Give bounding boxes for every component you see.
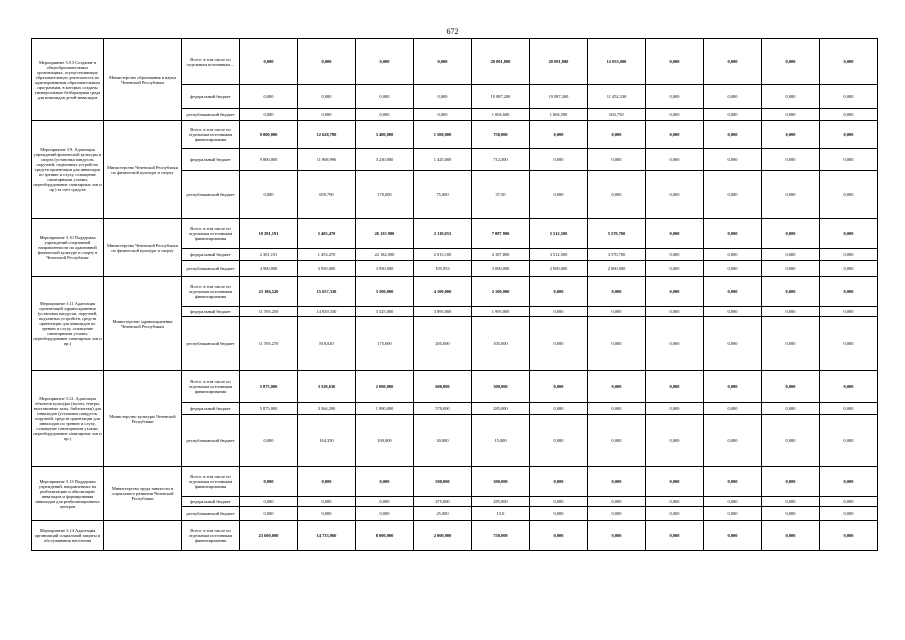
value-cell: 0,000 — [530, 149, 588, 171]
value-cell: 100,000 — [356, 415, 414, 467]
value-cell: 11 593,270 — [240, 317, 298, 371]
value-cell: 4 100,000 — [414, 277, 472, 307]
table-row — [32, 521, 878, 551]
value-cell: 0,000 — [704, 109, 762, 121]
value-cell: 1 500,000 — [414, 121, 472, 149]
funding-source-cell: Всего: в том числе по отдельным источникам финансирования — [182, 121, 240, 149]
value-cell: 5 570,700 — [588, 219, 646, 249]
table-row — [32, 371, 878, 403]
value-cell: 0,000 — [762, 121, 820, 149]
value-cell: 75,000 — [414, 171, 472, 219]
value-cell: 0,000 — [762, 109, 820, 121]
value-cell: 0,000 — [820, 467, 878, 497]
value-cell: 2 000,000 — [588, 261, 646, 277]
value-cell: 0,000 — [762, 39, 820, 85]
value-cell: 0,000 — [762, 403, 820, 415]
funding-source-cell: Всего: в том числе по отдельным источникам финансирования — [182, 467, 240, 497]
value-cell: 5 875,000 — [240, 371, 298, 403]
value-cell: 0,000 — [530, 507, 588, 521]
value-cell: 105,000 — [472, 317, 530, 371]
activity-name-cell: Мероприятие 3.9.5 Создание в общеобразовательных организациях, осуществляющих образовательную деятельность по адаптированным образовательным программам, в которых созданы универсальные безбарьерная среда для инвалидов детей-инвалидов — [32, 39, 104, 121]
value-cell: 3 500,000 — [356, 277, 414, 307]
value-cell: 5 512,500 — [530, 219, 588, 249]
value-cell: 0,000 — [820, 261, 878, 277]
value-cell: 0,000 — [240, 109, 298, 121]
value-cell: 10 291,191 — [240, 219, 298, 249]
value-cell: 0,000 — [588, 277, 646, 307]
value-cell: 0,000 — [646, 171, 704, 219]
value-cell: 0,000 — [704, 85, 762, 109]
value-cell: 205,000 — [414, 317, 472, 371]
value-cell: 0,000 — [240, 467, 298, 497]
executor-cell: Министерство Чеченской Республики по физической культуре и спорту — [104, 121, 182, 219]
value-cell: 0,000 — [530, 497, 588, 507]
value-cell: 0,000 — [530, 403, 588, 415]
value-cell: 285,000 — [472, 403, 530, 415]
executor-cell: Министерство здравоохранения Чеченской Республики — [104, 277, 182, 371]
value-cell: 1 004,600 — [472, 109, 530, 121]
value-cell: 0,000 — [646, 317, 704, 371]
value-cell: 0,000 — [704, 371, 762, 403]
value-cell: 0,000 — [414, 109, 472, 121]
value-cell: 0,000 — [704, 39, 762, 85]
value-cell: 602,750 — [588, 109, 646, 121]
value-cell: 8 000,000 — [356, 521, 414, 551]
value-cell: 0,000 — [762, 317, 820, 371]
value-cell: 0,000 — [704, 467, 762, 497]
value-cell: 0,000 — [240, 39, 298, 85]
value-cell: 3 570,700 — [588, 249, 646, 261]
funding-source-cell: Всего: в том числе по отдельным источникам финансирования — [182, 521, 240, 551]
value-cell: 0,000 — [298, 109, 356, 121]
value-cell: 0,000 — [530, 415, 588, 467]
value-cell: 11 593,250 — [240, 307, 298, 317]
value-cell: 0,000 — [414, 39, 472, 85]
value-cell: 0,000 — [704, 149, 762, 171]
activity-name-cell: Мероприятие 3.11 Адаптация организаций здравоохранения (установка пандусов, поручней, подъемных устройств, средств ориентации для инвалидов по зрению и слуху, оснащение санитарными узлами, переоборудование санитарных зон и пр.) — [32, 277, 104, 371]
value-cell: 0,000 — [646, 261, 704, 277]
value-cell: 3 230,000 — [356, 149, 414, 171]
page-number: 672 — [446, 27, 459, 36]
value-cell: 0,000 — [646, 277, 704, 307]
value-cell: 30,000 — [414, 415, 472, 467]
value-cell: 0,000 — [704, 121, 762, 149]
value-cell: 0,000 — [704, 171, 762, 219]
value-cell: 3 364,290 — [298, 403, 356, 415]
budget-table — [31, 38, 878, 551]
value-cell: 1 995,000 — [472, 307, 530, 317]
value-cell: 0,000 — [530, 277, 588, 307]
value-cell: 0,000 — [240, 507, 298, 521]
value-cell: 0,000 — [704, 415, 762, 467]
value-cell: 4 900,000 — [240, 261, 298, 277]
value-cell: 0,000 — [762, 467, 820, 497]
value-cell: 750,000 — [472, 521, 530, 551]
value-cell: 19 087,200 — [472, 85, 530, 109]
table-row — [32, 121, 878, 149]
funding-source-cell: республиканский бюджет — [182, 261, 240, 277]
value-cell: 0,000 — [704, 249, 762, 261]
funding-source-cell: республиканский бюджет — [182, 507, 240, 521]
value-cell: 0,000 — [762, 415, 820, 467]
value-cell: 3 950,000 — [298, 261, 356, 277]
value-cell: 0,000 — [356, 109, 414, 121]
funding-source-cell: Всего: в том числе по отдельным источникам финансирования — [182, 371, 240, 403]
value-cell: 2 100,000 — [472, 277, 530, 307]
funding-source-cell: федеральный бюджет — [182, 149, 240, 171]
value-cell: 19 087,200 — [530, 85, 588, 109]
value-cell: 0,000 — [646, 507, 704, 521]
value-cell: 0,000 — [530, 171, 588, 219]
executor-cell — [104, 521, 182, 551]
value-cell: 0,000 — [646, 249, 704, 261]
value-cell: 164,350 — [298, 415, 356, 467]
funding-source-cell: республиканский бюджет — [182, 109, 240, 121]
value-cell: 26 135 900 — [356, 219, 414, 249]
value-cell: 0,000 — [530, 521, 588, 551]
value-cell: 12 628,780 — [298, 121, 356, 149]
value-cell: 0,000 — [820, 521, 878, 551]
value-cell: 0,000 — [588, 149, 646, 171]
value-cell: 0,000 — [298, 85, 356, 109]
value-cell: 0,000 — [240, 85, 298, 109]
value-cell: 0,000 — [762, 261, 820, 277]
value-cell: 0,000 — [704, 507, 762, 521]
value-cell: 750,000 — [472, 121, 530, 149]
value-cell: 0,000 — [762, 371, 820, 403]
value-cell: 0,000 — [704, 497, 762, 507]
value-cell: 300,000 — [472, 371, 530, 403]
value-cell: 23 186,520 — [240, 277, 298, 307]
value-cell: 0,000 — [646, 219, 704, 249]
funding-source-cell: Всего: в том числе по отдельным источникам финансирования — [182, 277, 240, 307]
value-cell: 0,000 — [240, 415, 298, 467]
value-cell: 15 657,330 — [298, 277, 356, 307]
value-cell: 20 091,800 — [472, 39, 530, 85]
value-cell: 0,000 — [530, 317, 588, 371]
value-cell: 2 000,000 — [414, 521, 472, 551]
value-cell: 0,000 — [356, 497, 414, 507]
value-cell: 0,000 — [762, 171, 820, 219]
funding-source-cell: федеральный бюджет — [182, 249, 240, 261]
value-cell: 0,000 — [356, 85, 414, 109]
value-cell: 0,000 — [298, 497, 356, 507]
funding-source-cell: республиканский бюджет — [182, 317, 240, 371]
value-cell: 0,000 — [646, 121, 704, 149]
table-row — [32, 39, 878, 85]
value-cell: 0,000 — [240, 497, 298, 507]
value-cell: 12 055,000 — [588, 39, 646, 85]
value-cell: 25,000 — [414, 507, 472, 521]
value-cell: 0,000 — [820, 249, 878, 261]
value-cell: 11 452,330 — [588, 85, 646, 109]
activity-name-cell: Мероприятие 3.14 Адаптация организаций социальной защиты и обслуживания населения — [32, 521, 104, 551]
value-cell: 0,000 — [646, 39, 704, 85]
value-cell: 0,000 — [530, 371, 588, 403]
table-row — [32, 277, 878, 307]
value-cell: 3 325,000 — [356, 307, 414, 317]
value-cell: 11 968,996 — [298, 149, 356, 171]
value-cell: 0,000 — [298, 507, 356, 521]
executor-cell: Министерство образования и науки Чеченской Республики — [104, 39, 182, 121]
value-cell: 0,000 — [820, 171, 878, 219]
value-cell: 0,000 — [588, 507, 646, 521]
value-cell: 0,000 — [588, 467, 646, 497]
value-cell: 0,000 — [704, 521, 762, 551]
value-cell: 0,000 — [588, 317, 646, 371]
value-cell: 0,000 — [704, 317, 762, 371]
value-cell: 1 004,590 — [530, 109, 588, 121]
value-cell: 0,000 — [820, 371, 878, 403]
value-cell: 818,020 — [298, 317, 356, 371]
value-cell: 0,000 — [646, 497, 704, 507]
value-cell: 3 000,000 — [472, 261, 530, 277]
value-cell: 0,000 — [820, 149, 878, 171]
value-cell: 0,000 — [646, 403, 704, 415]
value-cell: 3 950,000 — [356, 261, 414, 277]
table-row — [32, 467, 878, 497]
value-cell: 37,50 — [472, 171, 530, 219]
executor-cell: Министерство культуры Чеченской Республики — [104, 371, 182, 467]
funding-source-cell: республиканский бюджет — [182, 171, 240, 219]
value-cell: 5 875,000 — [240, 403, 298, 415]
value-cell: 0,000 — [530, 121, 588, 149]
value-cell: 2 119,053 — [414, 219, 472, 249]
value-cell: 0,000 — [646, 307, 704, 317]
value-cell: 0,000 — [530, 467, 588, 497]
value-cell: 23 600,000 — [240, 521, 298, 551]
value-cell: 300,000 — [472, 467, 530, 497]
value-cell: 0,000 — [820, 277, 878, 307]
value-cell: 0,000 — [820, 39, 878, 85]
value-cell: 15,0 — [472, 507, 530, 521]
value-cell: 0,000 — [646, 85, 704, 109]
value-cell: 2 013,100 — [414, 249, 472, 261]
value-cell: 0,000 — [820, 109, 878, 121]
funding-source-cell: федеральный бюджет — [182, 307, 240, 317]
value-cell: 0,000 — [762, 277, 820, 307]
funding-source-cell: Всего: в том числе по отдельным источникам ... — [182, 39, 240, 85]
value-cell: 0,000 — [646, 149, 704, 171]
activity-name-cell: Мероприятие 3.13 Поддержка учреждений, направленных на реабилитацию и абилитацию инвалидов и формирования инвалидов для реабилитационных центров — [32, 467, 104, 521]
value-cell: 7 087 800 — [472, 219, 530, 249]
value-cell: 0,000 — [704, 277, 762, 307]
value-cell: 0,000 — [704, 219, 762, 249]
value-cell: 0,000 — [588, 403, 646, 415]
value-cell: 3 512,500 — [530, 249, 588, 261]
value-cell: 9 800,000 — [240, 121, 298, 149]
value-cell: 0,000 — [820, 307, 878, 317]
value-cell: 0,000 — [762, 219, 820, 249]
value-cell: 0,000 — [646, 521, 704, 551]
value-cell: 3 895,000 — [414, 307, 472, 317]
value-cell: 3 528,630 — [298, 371, 356, 403]
activity-name-cell: Мероприятие 3.10 Поддержка учреждений спортивной направленности по адаптивной физической культуре и спорту в Чеченской Республике — [32, 219, 104, 277]
value-cell: 0,000 — [530, 307, 588, 317]
value-cell: 0,000 — [704, 307, 762, 317]
funding-source-cell: республиканский бюджет — [182, 415, 240, 467]
value-cell: 659,790 — [298, 171, 356, 219]
value-cell: 9 800,000 — [240, 149, 298, 171]
value-cell: 0,000 — [820, 85, 878, 109]
value-cell: 2 301,191 — [240, 249, 298, 261]
value-cell: 0,000 — [820, 219, 878, 249]
value-cell: 1 425,000 — [414, 149, 472, 171]
value-cell: 1 453,470 — [298, 249, 356, 261]
value-cell: 0,000 — [588, 497, 646, 507]
value-cell: 0,000 — [646, 371, 704, 403]
value-cell: 0,000 — [414, 85, 472, 109]
value-cell: 570,000 — [414, 403, 472, 415]
value-cell: 0,000 — [588, 307, 646, 317]
value-cell: 15,000 — [472, 415, 530, 467]
value-cell: 0,000 — [762, 85, 820, 109]
executor-cell: Министерство труда занятости и социального развития Чеченской Республики — [104, 467, 182, 521]
value-cell: 2 000,000 — [356, 371, 414, 403]
value-cell: 0,000 — [356, 39, 414, 85]
value-cell: 0,000 — [588, 171, 646, 219]
value-cell: 20 091,800 — [530, 39, 588, 85]
value-cell: 0,000 — [646, 109, 704, 121]
value-cell: 0,000 — [588, 415, 646, 467]
value-cell: 0,000 — [820, 497, 878, 507]
value-cell: 105,953 — [414, 261, 472, 277]
activity-name-cell: Мероприятие 3.9. Адаптация учреждений физической культуры и спорта (установка пандусов, поручней, подъемных устройств, средств ориентации для инвалидов по зрению и слуху, оснащение санитарными узлами, переоборудование санитарных зон и пр.) за счет средств — [32, 121, 104, 219]
value-cell: 0,000 — [298, 467, 356, 497]
value-cell: 0,000 — [762, 507, 820, 521]
value-cell: 5 403,470 — [298, 219, 356, 249]
value-cell: 22 182,900 — [356, 249, 414, 261]
value-cell: 14 733,960 — [298, 521, 356, 551]
value-cell: 1 900,000 — [356, 403, 414, 415]
value-cell: 475,000 — [414, 497, 472, 507]
value-cell: 285,000 — [472, 497, 530, 507]
value-cell: 0,000 — [240, 171, 298, 219]
value-cell: 0,000 — [356, 507, 414, 521]
funding-source-cell: федеральный бюджет — [182, 497, 240, 507]
value-cell: 4 187,800 — [472, 249, 530, 261]
value-cell: 600,000 — [414, 371, 472, 403]
value-cell: 500,000 — [414, 467, 472, 497]
value-cell: 0,000 — [762, 497, 820, 507]
value-cell: 170,000 — [356, 171, 414, 219]
value-cell: 0,000 — [356, 467, 414, 497]
value-cell: 0,000 — [820, 415, 878, 467]
value-cell: 0,000 — [588, 521, 646, 551]
value-cell: 0,000 — [762, 249, 820, 261]
value-cell: 0,000 — [820, 317, 878, 371]
activity-name-cell: Мероприятие 3.12. Адаптация объектов культуры (музеи, театры, выставочные залы, библиотеки) для инвалидов (установка пандусов, поручней, средств ориентации для инвалидов по зрению и слуху, оснащение санитарными узлами, переоборудование санитарных зон и пр.) — [32, 371, 104, 467]
value-cell: 0,000 — [762, 307, 820, 317]
executor-cell: Министерство Чеченской Республики по физической культуре и спорту — [104, 219, 182, 277]
value-cell: 0,000 — [588, 371, 646, 403]
table-row — [32, 219, 878, 249]
value-cell: 712,500 — [472, 149, 530, 171]
value-cell: 3 400,000 — [356, 121, 414, 149]
value-cell: 0,000 — [588, 121, 646, 149]
value-cell: 0,000 — [646, 415, 704, 467]
value-cell: 0,000 — [820, 403, 878, 415]
value-cell: 14 839,330 — [298, 307, 356, 317]
value-cell: 2 000,000 — [530, 261, 588, 277]
value-cell: 0,000 — [762, 521, 820, 551]
value-cell: 0,000 — [646, 467, 704, 497]
value-cell: 0,000 — [820, 121, 878, 149]
value-cell: 0,000 — [762, 149, 820, 171]
funding-source-cell: федеральный бюджет — [182, 403, 240, 415]
value-cell: 0,000 — [298, 39, 356, 85]
funding-source-cell: Всего: в том числе по отдельным источникам финансирования — [182, 219, 240, 249]
value-cell: 175,000 — [356, 317, 414, 371]
value-cell: 0,000 — [704, 403, 762, 415]
funding-source-cell: федеральный бюджет — [182, 85, 240, 109]
value-cell: 0,000 — [704, 261, 762, 277]
value-cell: 0,000 — [820, 507, 878, 521]
